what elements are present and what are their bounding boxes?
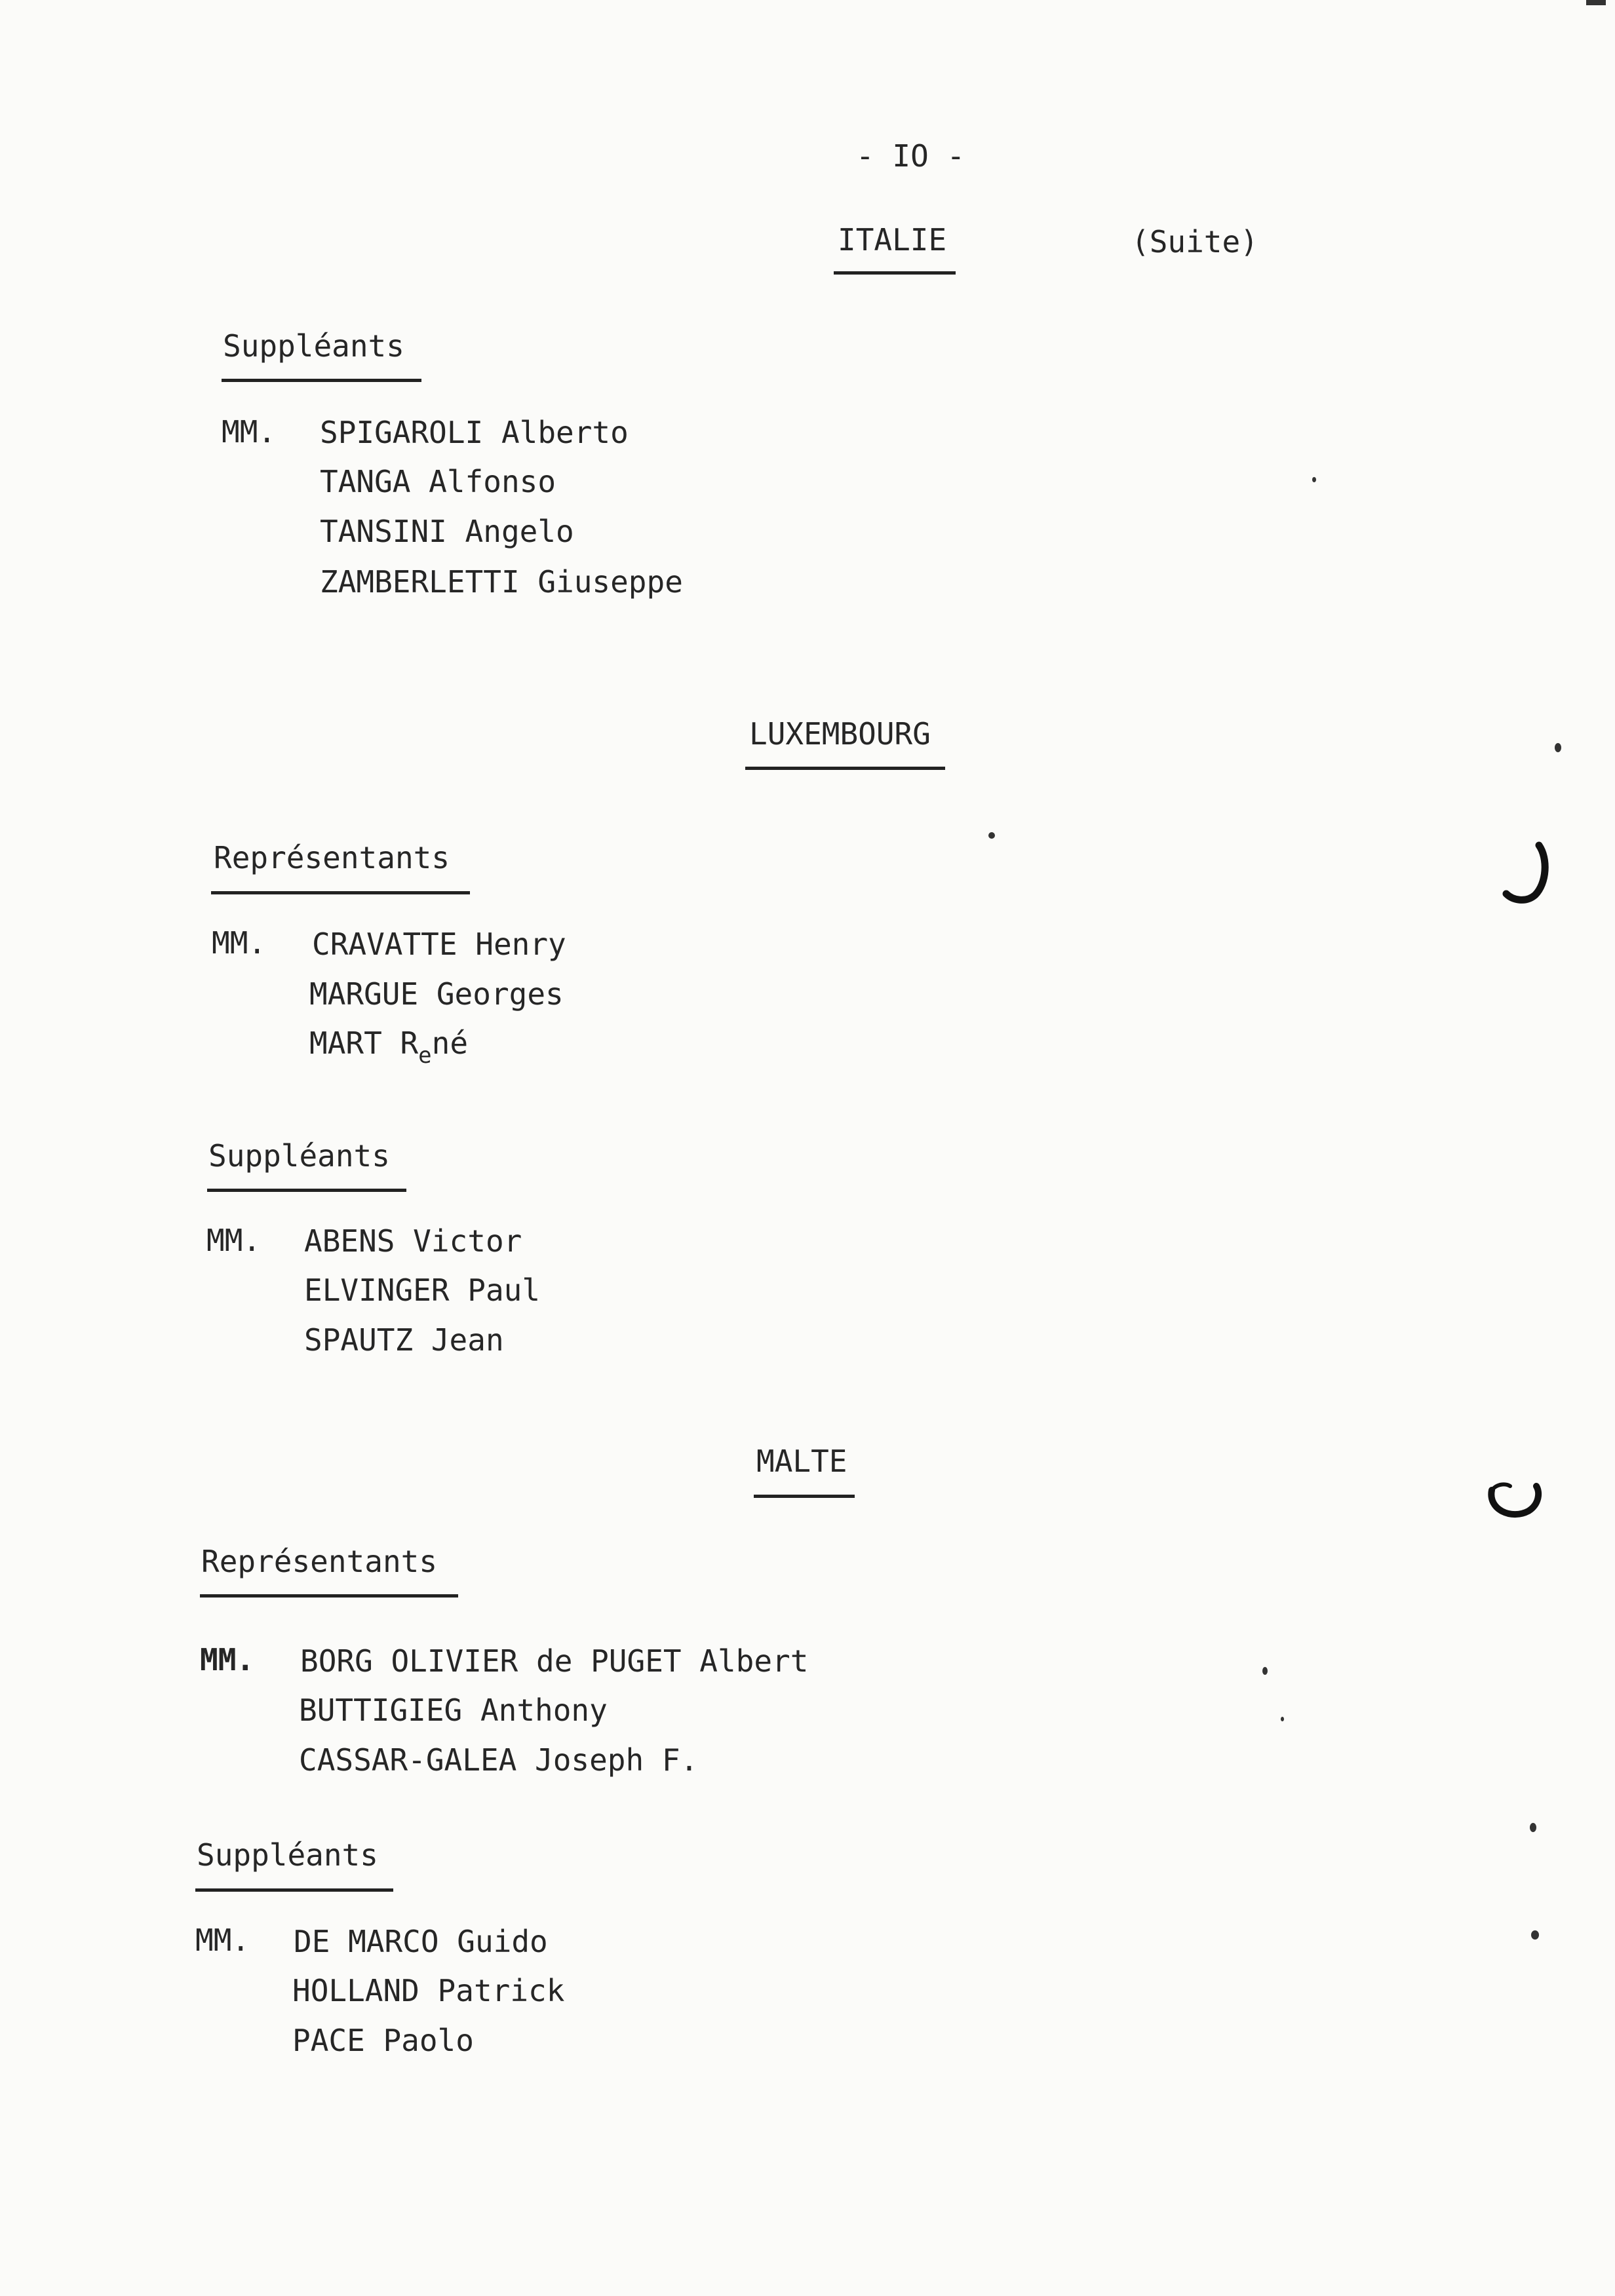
- continuation-label: (Suite): [1131, 224, 1258, 259]
- honorific-prefix: MM.: [206, 1223, 262, 1258]
- page-number: - IO -: [856, 138, 965, 174]
- label-underline: [195, 1888, 393, 1892]
- label-underline: [211, 891, 470, 894]
- scan-speck: [988, 832, 995, 839]
- label-underline: [207, 1189, 406, 1192]
- country-heading-italie: ITALIE: [838, 222, 947, 258]
- honorific-prefix: MM.: [195, 1923, 250, 1958]
- label-underline: [200, 1594, 458, 1598]
- member-name: BORG OLIVIER de PUGET Albert: [300, 1643, 809, 1679]
- member-name: CRAVATTE Henry: [312, 927, 566, 962]
- scan-speck: [1531, 1930, 1539, 1940]
- margin-mark: [1501, 832, 1560, 917]
- member-name: TANGA Alfonso: [320, 464, 556, 499]
- group-label-suppleants: Suppléants: [223, 328, 404, 364]
- scan-speck: [1555, 743, 1561, 752]
- member-name: DE MARCO Guido: [294, 1924, 548, 1959]
- scan-speck: [1262, 1667, 1268, 1675]
- honorific-prefix: MM.: [212, 925, 267, 961]
- group-label-representants: Représentants: [214, 840, 450, 875]
- scan-speck: [1530, 1823, 1536, 1832]
- country-heading-luxembourg: LUXEMBOURG: [749, 716, 931, 752]
- heading-underline: [745, 767, 945, 770]
- scan-speck: [1586, 0, 1606, 5]
- member-name: MARGUE Georges: [309, 976, 564, 1012]
- member-name: BUTTIGIEG Anthony: [299, 1693, 608, 1728]
- group-label-suppleants: Suppléants: [208, 1138, 390, 1174]
- label-underline: [222, 379, 421, 382]
- member-name: SPIGAROLI Alberto: [320, 415, 629, 450]
- margin-mark: [1483, 1474, 1548, 1527]
- member-name: CASSAR-GALEA Joseph F.: [299, 1742, 699, 1778]
- member-name: PACE Paolo: [292, 2023, 474, 2058]
- scan-speck: [1312, 477, 1316, 482]
- scan-speck: [1281, 1717, 1284, 1721]
- member-name: SPAUTZ Jean: [304, 1322, 504, 1358]
- member-name: HOLLAND Patrick: [292, 1973, 565, 2008]
- group-label-suppleants: Suppléants: [197, 1837, 378, 1873]
- heading-underline: [754, 1495, 855, 1498]
- honorific-prefix: MM.: [200, 1642, 255, 1677]
- member-name: ELVINGER Paul: [304, 1272, 541, 1308]
- member-name: TANSINI Angelo: [320, 514, 574, 549]
- group-label-representants: Représentants: [201, 1544, 438, 1579]
- heading-underline: [834, 271, 956, 275]
- honorific-prefix: MM.: [222, 414, 277, 450]
- member-name: ZAMBERLETTI Giuseppe: [320, 564, 683, 600]
- member-name: ABENS Victor: [304, 1223, 522, 1259]
- member-name: MART $R_ené$: [309, 1025, 469, 1069]
- country-heading-malte: MALTE: [756, 1444, 847, 1479]
